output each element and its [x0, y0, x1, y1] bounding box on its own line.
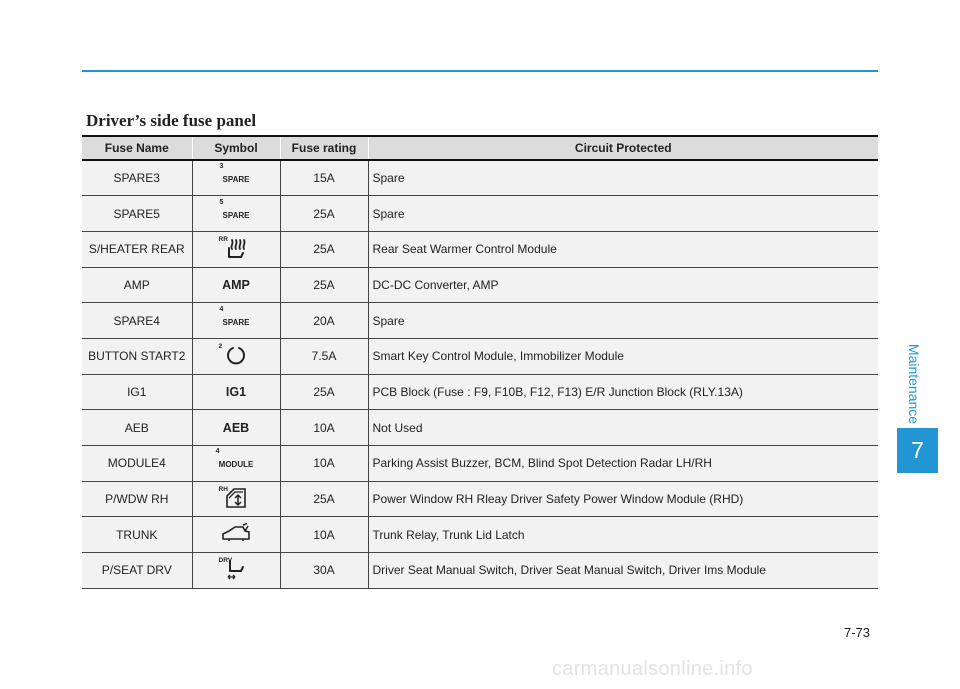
fuse-rating-cell: 25A	[280, 196, 368, 232]
fuse-symbol-text: SPARE	[222, 210, 250, 220]
fuse-rating-cell: 20A	[280, 303, 368, 339]
fuse-name-cell: TRUNK	[82, 517, 192, 553]
fuse-rating-cell: 7.5A	[280, 338, 368, 374]
circuit-protected-cell: Spare	[368, 196, 878, 232]
table-row	[82, 303, 878, 339]
table-header-row	[82, 136, 878, 160]
power-seat-icon	[193, 557, 280, 584]
start-button-icon	[193, 342, 280, 368]
watermark: carmanualsonline.info	[552, 658, 753, 680]
fuse-symbol-number: 5	[219, 198, 224, 206]
fuse-symbol-cell	[192, 446, 280, 482]
table-row	[82, 410, 878, 446]
table-row	[82, 196, 878, 232]
trunk-icon	[193, 523, 280, 546]
fuse-rating-cell: 15A	[280, 160, 368, 196]
circuit-protected-cell: Power Window RH Rleay Driver Safety Power Window Module (RHD)	[368, 481, 878, 517]
fuse-symbol-number: 3	[219, 163, 224, 171]
fuse-name-cell: MODULE4	[82, 446, 192, 482]
fuse-symbol-tag: DRV	[218, 557, 233, 565]
table-row	[82, 338, 878, 374]
seat-heater-icon	[193, 236, 280, 263]
circuit-protected-cell: Trunk Relay, Trunk Lid Latch	[368, 517, 878, 553]
fuse-rating-cell: 25A	[280, 374, 368, 410]
fuse-symbol-text: MODULE	[218, 460, 254, 470]
fuse-name-cell: SPARE5	[82, 196, 192, 232]
fuse-symbol-text: AEB	[222, 420, 250, 435]
circuit-protected-cell: DC-DC Converter, AMP	[368, 267, 878, 303]
table-row	[82, 481, 878, 517]
fuse-name-cell: SPARE4	[82, 303, 192, 339]
fuse-name-cell: P/SEAT DRV	[82, 553, 192, 589]
table-row	[82, 160, 878, 196]
page-number: 7-73	[844, 625, 871, 640]
fuse-symbol-text: AMP	[222, 277, 250, 292]
fuse-symbol-cell	[192, 160, 280, 196]
side-tab-label	[900, 344, 928, 424]
fuse-symbol-text: SPARE	[222, 175, 250, 185]
circuit-protected-cell: PCB Block (Fuse : F9, F10B, F12, F13) E/R Junction Block (RLY.13A)	[368, 374, 878, 410]
table-row	[82, 267, 878, 303]
header-fuse-rating: Fuse rating	[280, 136, 368, 160]
fuse-symbol-cell	[192, 553, 280, 589]
fuse-rating-cell: 25A	[280, 481, 368, 517]
section-title: Driver’s side fuse panel	[86, 111, 257, 130]
table-row	[82, 446, 878, 482]
fuse-symbol-cell	[192, 517, 280, 553]
side-tab-text: Maintenance	[906, 343, 922, 425]
table-row	[82, 517, 878, 553]
fuse-name-cell: P/WDW RH	[82, 481, 192, 517]
fuse-symbol-tag: RH	[218, 485, 228, 493]
fuse-symbol-cell	[192, 231, 280, 267]
fuse-symbol-text: IG1	[225, 384, 247, 399]
fuse-symbol-cell	[192, 374, 280, 410]
fuse-symbol-number: 4	[215, 448, 220, 456]
table-body	[82, 160, 878, 588]
fuse-symbol-cell	[192, 267, 280, 303]
fuse-symbol-cell	[192, 481, 280, 517]
fuse-symbol	[219, 163, 250, 185]
circuit-protected-cell: Rear Seat Warmer Control Module	[368, 231, 878, 267]
fuse-rating-cell: 30A	[280, 553, 368, 589]
top-divider	[82, 70, 878, 72]
fuse-name-cell: AEB	[82, 410, 192, 446]
circuit-protected-cell: Not Used	[368, 410, 878, 446]
fuse-name-cell: S/HEATER REAR	[82, 231, 192, 267]
header-circuit-protected: Circuit Protected	[368, 136, 878, 160]
fuse-name-cell: BUTTON START2	[82, 338, 192, 374]
fuse-table	[82, 135, 878, 589]
fuse-symbol-cell	[192, 303, 280, 339]
fuse-rating-cell: 25A	[280, 267, 368, 303]
table-row	[82, 553, 878, 589]
table-row	[82, 374, 878, 410]
table-row	[82, 231, 878, 267]
fuse-rating-cell: 25A	[280, 231, 368, 267]
fuse-name-cell: SPARE3	[82, 160, 192, 196]
fuse-symbol	[219, 198, 250, 221]
header-fuse-name: Fuse Name	[82, 136, 192, 160]
circuit-protected-cell: Smart Key Control Module, Immobilizer Module	[368, 338, 878, 374]
fuse-symbol-cell	[192, 196, 280, 232]
power-window-icon	[193, 487, 280, 512]
fuse-symbol-tag: 2	[218, 342, 223, 350]
fuse-symbol-cell	[192, 338, 280, 374]
fuse-symbol	[215, 448, 254, 470]
fuse-name-cell: AMP	[82, 267, 192, 303]
fuse-symbol-tag: RR	[218, 235, 228, 243]
circuit-protected-cell: Spare	[368, 303, 878, 339]
circuit-protected-cell: Spare	[368, 160, 878, 196]
fuse-name-cell: IG1	[82, 374, 192, 410]
fuse-rating-cell: 10A	[280, 517, 368, 553]
header-symbol: Symbol	[192, 136, 280, 160]
fuse-symbol-cell	[192, 410, 280, 446]
chapter-number-badge: 7	[897, 428, 938, 473]
circuit-protected-cell: Parking Assist Buzzer, BCM, Blind Spot Detection Radar LH/RH	[368, 446, 878, 482]
fuse-symbol-text: SPARE	[222, 317, 250, 327]
fuse-symbol-number: 4	[219, 305, 224, 313]
fuse-rating-cell: 10A	[280, 410, 368, 446]
circuit-protected-cell: Driver Seat Manual Switch, Driver Seat Manual Switch, Driver Ims Module	[368, 553, 878, 589]
fuse-rating-cell: 10A	[280, 446, 368, 482]
fuse-symbol	[219, 305, 250, 328]
